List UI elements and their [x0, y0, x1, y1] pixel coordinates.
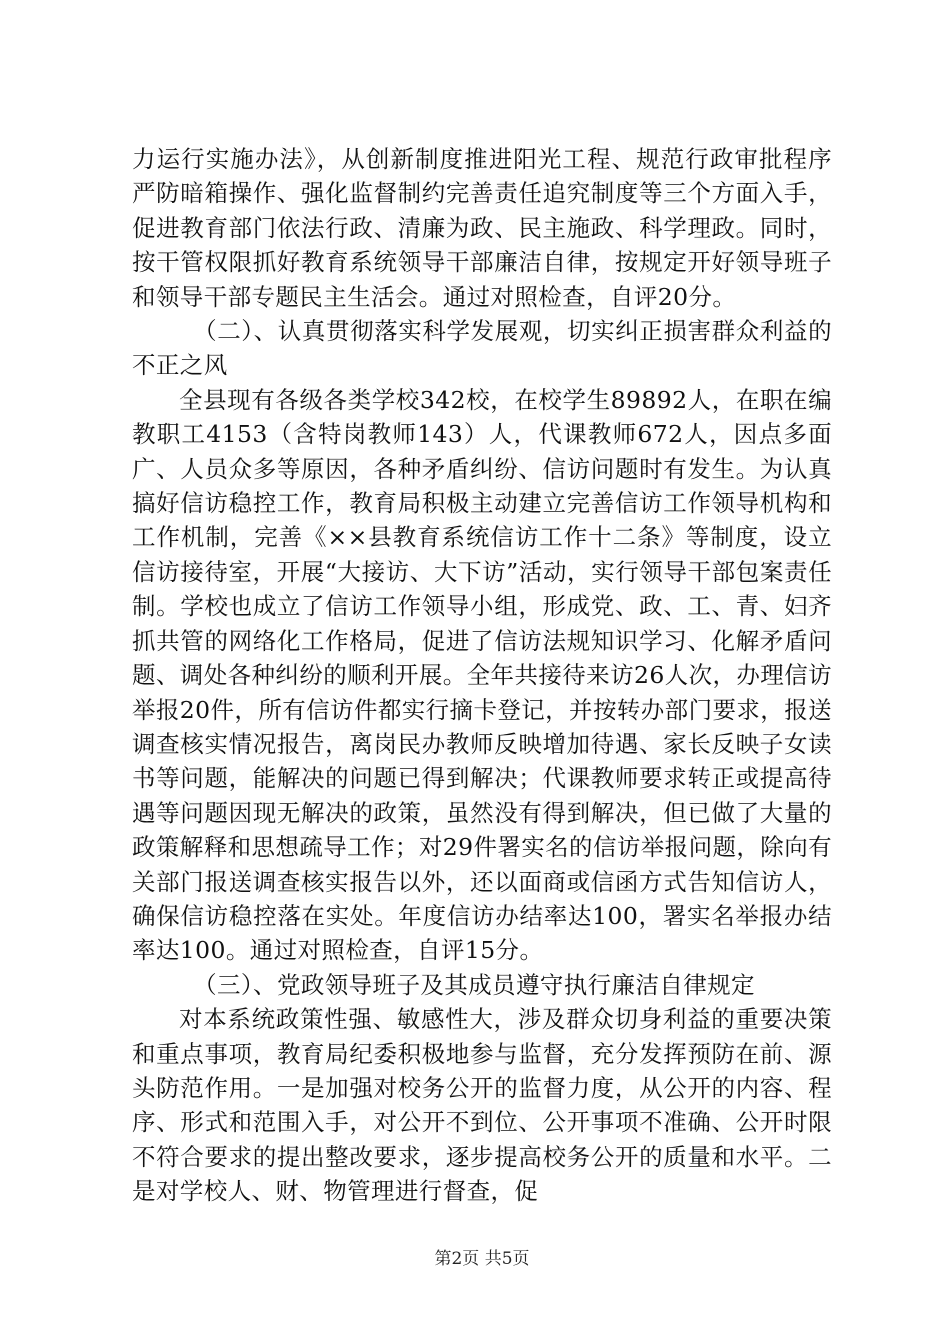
section-heading-2: （二）、认真贯彻落实科学发展观，切实纠正损害群众利益的不正之风 — [132, 317, 832, 380]
body-text — [132, 142, 832, 1209]
paragraph-petition: 全县现有各级各类学校342校，在校学生89892人，在职在编教职工4153（含特岗教师143）人，代课教师672人，因点多面广、人员众多等原因，各种矛盾纠纷、信访问题时有发生。为认真搞好信访稳控工作，教育局积极主动建立完善信访工作领导机构和工作机制，完善《××县教育系统信访工作十二条》等制度，设立信访接待室，开展“大接访、大下访”活动，实行领导干部包案责任制。学校也成立了信访工作领导小组，形成党、政、工、青、妇齐抓共管的网络化工作格局，促进了信访法规知识学习、化解矛盾问题、调处各种纠纷的顺利开展。全年共接待来访26人次，办理信访举报20件，所有信访件都实行摘卡登记，并按转办部门要求，报送调查核实情况报告，离岗民办教师反映增加待遇、家长反映子女读书等问题，能解决的问题已得到解决；代课教师要求转正或提高待遇等问题因现无解决的政策，虽然没有得到解决，但已做了大量的政策解释和思想疏导工作；对29件署实名的信访举报问题，除向有关部门报送调查核实报告以外，还以面商或信函方式告知信访人，确保信访稳控落在实处。年度信访办结率达100，署实名举报办结率达100。通过对照检查，自评15分。 — [132, 385, 832, 965]
paragraph-supervision: 对本系统政策性强、敏感性大，涉及群众切身利益的重要决策和重点事项，教育局纪委积极地参与监督，充分发挥预防在前、源头防范作用。一是加强对校务公开的监督力度，从公开的内容、程序、形式和范围入手，对公开不到位、公开事项不准确、公开时限不符合要求的提出整改要求，逐步提高校务公开的质量和水平。二是对学校人、财、物管理进行督查，促 — [132, 1005, 832, 1206]
page-footer: 第2页 共5页 — [434, 1249, 530, 1269]
section-heading-3: （三）、党政领导班子及其成员遵守执行廉洁自律规定 — [193, 970, 755, 999]
document-page — [132, 0, 832, 1344]
paragraph-continuation: 力运行实施办法》，从创新制度推进阳光工程、规范行政审批程序严防暗箱操作、强化监督制约完善责任追究制度等三个方面入手，促进教育部门依法行政、清廉为政、民主施政、科学理政。同时，按干管权限抓好教育系统领导干部廉洁自律，按规定开好领导班子和领导干部专题民主生活会。通过对照检查，自评20分。 — [132, 145, 832, 311]
